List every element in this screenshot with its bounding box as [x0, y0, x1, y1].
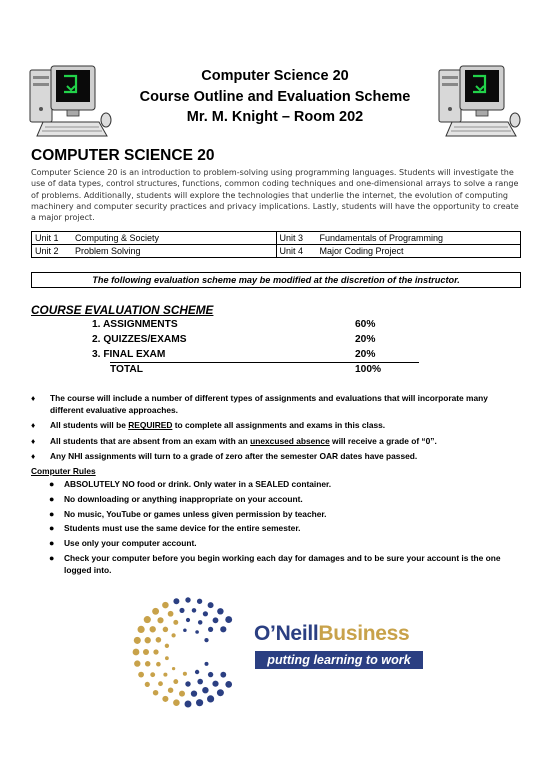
- logo-dot: [133, 649, 140, 656]
- logo-dot: [212, 681, 218, 687]
- logo-dot: [204, 638, 208, 642]
- logo-dot: [208, 627, 213, 632]
- logo-dot: [163, 627, 168, 632]
- total-divider-line: [110, 362, 419, 363]
- computer-rules-title: Computer Rules: [31, 466, 96, 476]
- logo-dot: [195, 630, 199, 634]
- logo-dot: [196, 699, 203, 706]
- logo-dot: [162, 602, 169, 609]
- logo-dot: [191, 690, 197, 696]
- evaluation-scheme-title: COURSE EVALUATION SCHEME: [31, 303, 214, 317]
- unit-name: Problem Solving: [75, 246, 141, 256]
- logo-dot: [138, 672, 144, 678]
- logo-dot: [183, 628, 187, 632]
- unit-name: Computing & Society: [75, 233, 160, 243]
- logo-dot: [158, 681, 163, 686]
- list-item: ● Students must use the same device for the entire semester.: [49, 523, 301, 534]
- logo-dot: [179, 691, 185, 697]
- evaluation-weight: 60%: [355, 319, 376, 330]
- table-row: [32, 245, 521, 258]
- logo-dot: [171, 633, 175, 637]
- evaluation-disclaimer-box: The following evaluation scheme may be modified at the discretion of the instructor.: [31, 272, 521, 288]
- evaluation-label: 2. QUIZZES/EXAMS: [92, 334, 187, 345]
- evaluation-weight: 100%: [355, 364, 382, 375]
- logo-tagline: putting learning to work: [255, 651, 423, 669]
- logo-dot: [185, 681, 190, 686]
- logo-dot: [197, 599, 202, 604]
- logo-dot: [145, 661, 151, 667]
- list-item: ● ABSOLUTELY NO food or drink. Only water in a SEALED container.: [49, 479, 332, 489]
- logo-dot: [162, 696, 168, 702]
- logo-dot: [168, 687, 173, 692]
- list-item: ● Check your computer before you begin working each day for damages and to be sure your account is the one logged into.: [49, 552, 501, 575]
- computer-rules-list: [48, 478, 518, 579]
- table-row: [32, 232, 521, 245]
- logo-dot: [217, 608, 223, 614]
- logo-dot: [179, 608, 184, 613]
- logo-dot: [163, 673, 167, 677]
- dot-bullet-icon: ●: [49, 493, 55, 504]
- logo-dot: [145, 637, 151, 643]
- logo-dot: [195, 670, 199, 674]
- unit-cell: [276, 232, 521, 245]
- logo-dot: [173, 598, 179, 604]
- logo-dot: [207, 695, 214, 702]
- logo-dot: [203, 611, 208, 616]
- evaluation-label: 1. ASSIGNMENTS: [92, 319, 178, 330]
- logo-dot: [213, 617, 219, 623]
- dot-bullet-icon: ●: [49, 552, 55, 563]
- logo-dot: [197, 679, 203, 685]
- document-subtitle: Course Outline and Evaluation Scheme: [139, 89, 411, 105]
- logo-dot: [156, 662, 161, 667]
- unit-cell: [276, 245, 521, 258]
- course-intro-paragraph: Computer Science 20 is an introduction to problem-solving using programming languages. Students will investigate the use of data types, control structures, functions, common coding techniques and one-dimensional arrays to solve a range of problems. Additionally, students will explore the technologies that underlie the internet, the evolution of computing machinery and computer security practices and privacy implications. Lastly, students will have the opportunity to create a major project.: [31, 168, 519, 223]
- list-item: ♦ All students will be REQUIRED to complete all assignments and exams in this class.: [31, 420, 386, 431]
- logo-dot: [150, 672, 155, 677]
- diamond-bullet-icon: ♦: [31, 435, 36, 446]
- evaluation-weight: 20%: [355, 334, 376, 345]
- unit-name: Major Coding Project: [319, 246, 404, 256]
- logo-dot: [173, 699, 180, 706]
- list-item: ♦ The course will include a number of different types of assignments and evaluations that will incorporate many different evaluative approaches.: [31, 393, 488, 415]
- logo-dot: [165, 656, 169, 660]
- diamond-bullet-icon: ♦: [31, 451, 36, 462]
- list-item: ● Use only your computer account.: [49, 538, 197, 549]
- logo-dot: [144, 616, 151, 623]
- document-title: Computer Science 20: [201, 68, 349, 84]
- unit-number: Unit 1: [35, 233, 59, 243]
- list-item: ♦ Any NHI assignments will turn to a grade of zero after the semester OAR dates have passed.: [31, 451, 418, 462]
- unit-number: Unit 2: [35, 246, 59, 256]
- diamond-bullet-icon: ♦: [31, 393, 36, 403]
- unit-name: Fundamentals of Programming: [319, 233, 444, 243]
- logo-dot: [134, 660, 140, 666]
- course-heading: COMPUTER SCIENCE 20: [31, 147, 215, 164]
- logo-dot: [168, 611, 174, 617]
- logo-dot: [186, 618, 190, 622]
- list-item: ♦ All students that are absent from an exam with an unexcused absence will receive a grade of “0”.: [31, 435, 437, 446]
- course-notes-list: [31, 392, 521, 466]
- evaluation-weight: 20%: [355, 349, 376, 360]
- unit-number: Unit 3: [279, 233, 304, 243]
- logo-dot: [220, 626, 226, 632]
- logo-dot: [152, 608, 159, 615]
- instructor-room: Mr. M. Knight – Room 202: [186, 109, 364, 125]
- logo-dot: [192, 608, 197, 613]
- logo-dot: [173, 679, 178, 684]
- logo-dot: [172, 667, 175, 670]
- logo-dot: [134, 637, 141, 644]
- evaluation-label: TOTAL: [110, 364, 144, 375]
- logo-dot: [156, 637, 162, 643]
- logo-dot: [173, 620, 178, 625]
- logo-wordmark: O’NeillBusiness: [254, 622, 410, 645]
- dot-bullet-icon: ●: [49, 508, 55, 519]
- oneill-business-logo-mark: [128, 594, 248, 714]
- logo-dot: [153, 649, 158, 654]
- logo-dot: [205, 662, 209, 666]
- logo-dot: [145, 682, 150, 687]
- logo-dot: [150, 626, 156, 632]
- logo-dot: [208, 602, 214, 608]
- dot-bullet-icon: ●: [49, 523, 55, 534]
- list-item: ● No downloading or anything inappropriate on your account.: [49, 493, 303, 504]
- logo-dot: [153, 690, 159, 696]
- logo-dot: [208, 672, 213, 677]
- logo-dot: [183, 672, 187, 676]
- list-item: ● No music, YouTube or games unless given permission by teacher.: [49, 508, 327, 519]
- logo-dot: [198, 620, 203, 625]
- logo-dot: [138, 626, 145, 633]
- logo-dot: [185, 701, 192, 708]
- units-table: [31, 231, 521, 258]
- logo-dot: [185, 597, 190, 602]
- logo-dot: [157, 617, 163, 623]
- logo-dot: [165, 644, 169, 648]
- evaluation-label: 3. FINAL EXAM: [92, 349, 166, 360]
- diamond-bullet-icon: ♦: [31, 420, 36, 431]
- unit-cell: [32, 245, 277, 258]
- dot-bullet-icon: ●: [49, 479, 55, 489]
- unit-number: Unit 4: [279, 246, 304, 256]
- logo-dot: [143, 649, 149, 655]
- dot-bullet-icon: ●: [49, 538, 55, 549]
- logo-dot: [217, 689, 224, 696]
- logo-dot: [220, 672, 226, 678]
- logo-dot: [202, 687, 208, 693]
- logo-dot: [225, 616, 232, 623]
- logo-dot: [225, 681, 232, 688]
- unit-cell: [32, 232, 277, 245]
